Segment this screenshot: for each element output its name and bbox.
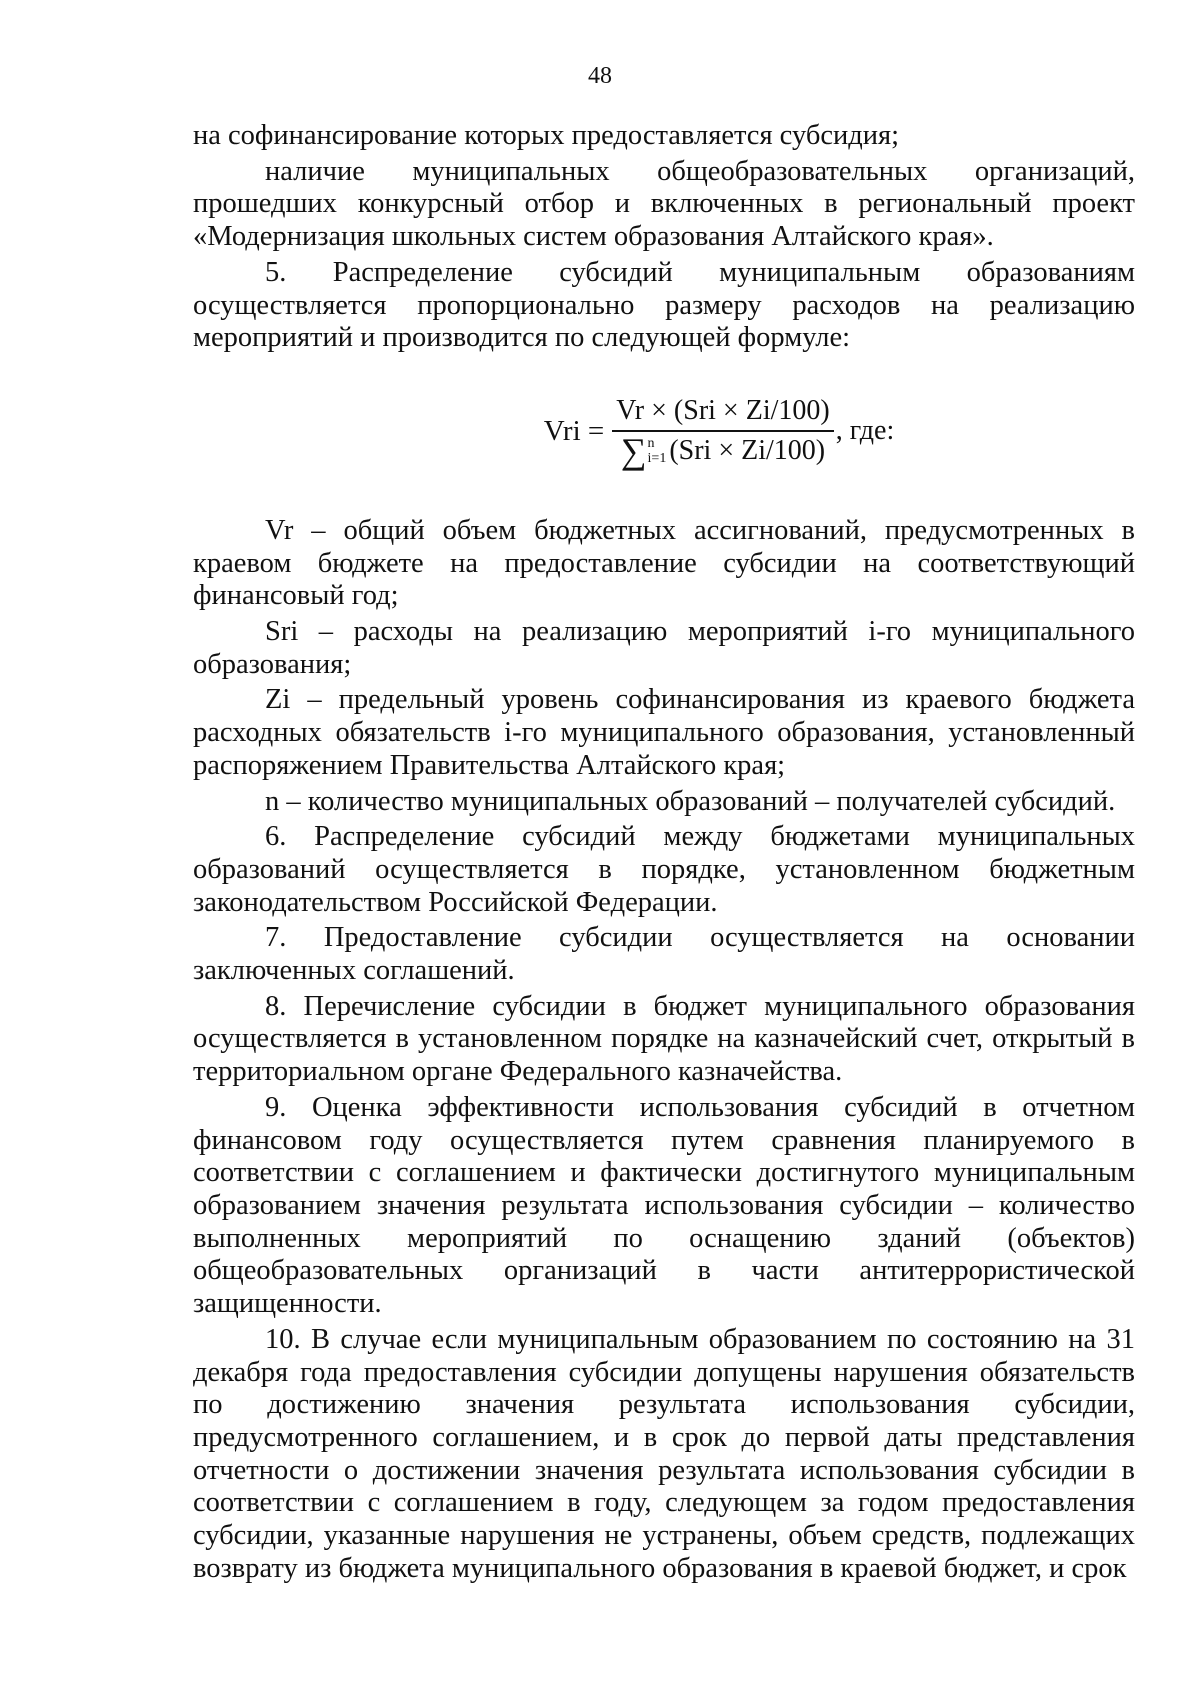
definition-zi: Zi – предельный уровень софинансирования из краевого бюджета расходных обязательств i-го муниципального образования, установленный распоряжением Правительства Алтайского края; [193, 684, 1135, 781]
paragraph-nalichie: наличие муниципальных общеобразовательных организаций, прошедших конкурсный отбор и включенных в региональный проект «Модернизация школьных систем образования Алтайского края». [193, 155, 1135, 253]
paragraph-item-6: 6. Распределение субсидий между бюджетами муниципальных образований осуществляется в порядке, установленном бюджетным законодательством Российской Федерации. [193, 821, 1135, 918]
sum-limits [648, 436, 667, 466]
definition-n: n – количество муниципальных образований – получателей субсидий. [265, 785, 1116, 817]
sum-sign: ∑ [620, 430, 647, 471]
paragraph-item-9: 9. Оценка эффективности использования субсидий в отчетном финансовом году осуществляется путем сравнения планируемого в соответствии с соглашением и фактически достигнутого муниципальным образованием значения результата использования субсидии – количество выполненных мероприятий по оснащению зданий (объектов) общеобразовательных организаций в части антитеррористической защищенности. [193, 1091, 1135, 1320]
formula-denominator: (Sri × Zi/100) [669, 434, 826, 466]
definition-sri: Sri – расходы на реализацию мероприятий i-го муниципального образования; [193, 616, 1135, 680]
definition-vr: Vr – общий объем бюджетных ассигнований, предусмотренных в краевом бюджете на предоставление субсидии на соответствующий финансовый год; [193, 514, 1135, 612]
formula-numerator: Vr × (Sri × Zi/100) [616, 394, 830, 426]
formula-where: , где: [835, 414, 895, 446]
formula-lhs: Vri = [543, 414, 605, 447]
page-number: 48 [588, 63, 612, 89]
paragraph-continuation: на софинансирование которых предоставляется субсидия; [193, 120, 900, 151]
formula-fraction [612, 394, 833, 471]
paragraph-item-8: 8. Перечисление субсидии в бюджет муниципального образования осуществляется в установленном порядке на казначейский счет, открытый в территориальном органе Федерального казначейства. [193, 990, 1135, 1088]
sum-upper-limit: n [647, 435, 655, 451]
distribution-formula [193, 385, 1135, 477]
formula-denominator-group [617, 430, 829, 471]
paragraph-item-7: 7. Предоставление субсидии осуществляется на основании заключенных соглашений. [193, 922, 1135, 987]
sum-lower-limit: i=1 [647, 450, 667, 466]
paragraph-item-5: 5. Распределение субсидий муниципальным образованиям осуществляется пропорционально размеру расходов на реализацию мероприятий и производится по следующей формуле: [193, 256, 1135, 354]
paragraph-item-10: 10. В случае если муниципальным образованием по состоянию на 31 декабря года предоставления субсидии допущены нарушения обязательств по достижению значения результата использования субсидии, предусмотренного соглашением, и в срок до первой даты представления отчетности о достижении значения результата использования субсидии в соответствии с соглашением в году, следующем за годом предоставления субсидии, указанные нарушения не устранены, объем средств, подлежащих возврату из бюджета муниципального образования в краевой бюджет, и срок [193, 1323, 1135, 1584]
document-body [193, 120, 1135, 1585]
